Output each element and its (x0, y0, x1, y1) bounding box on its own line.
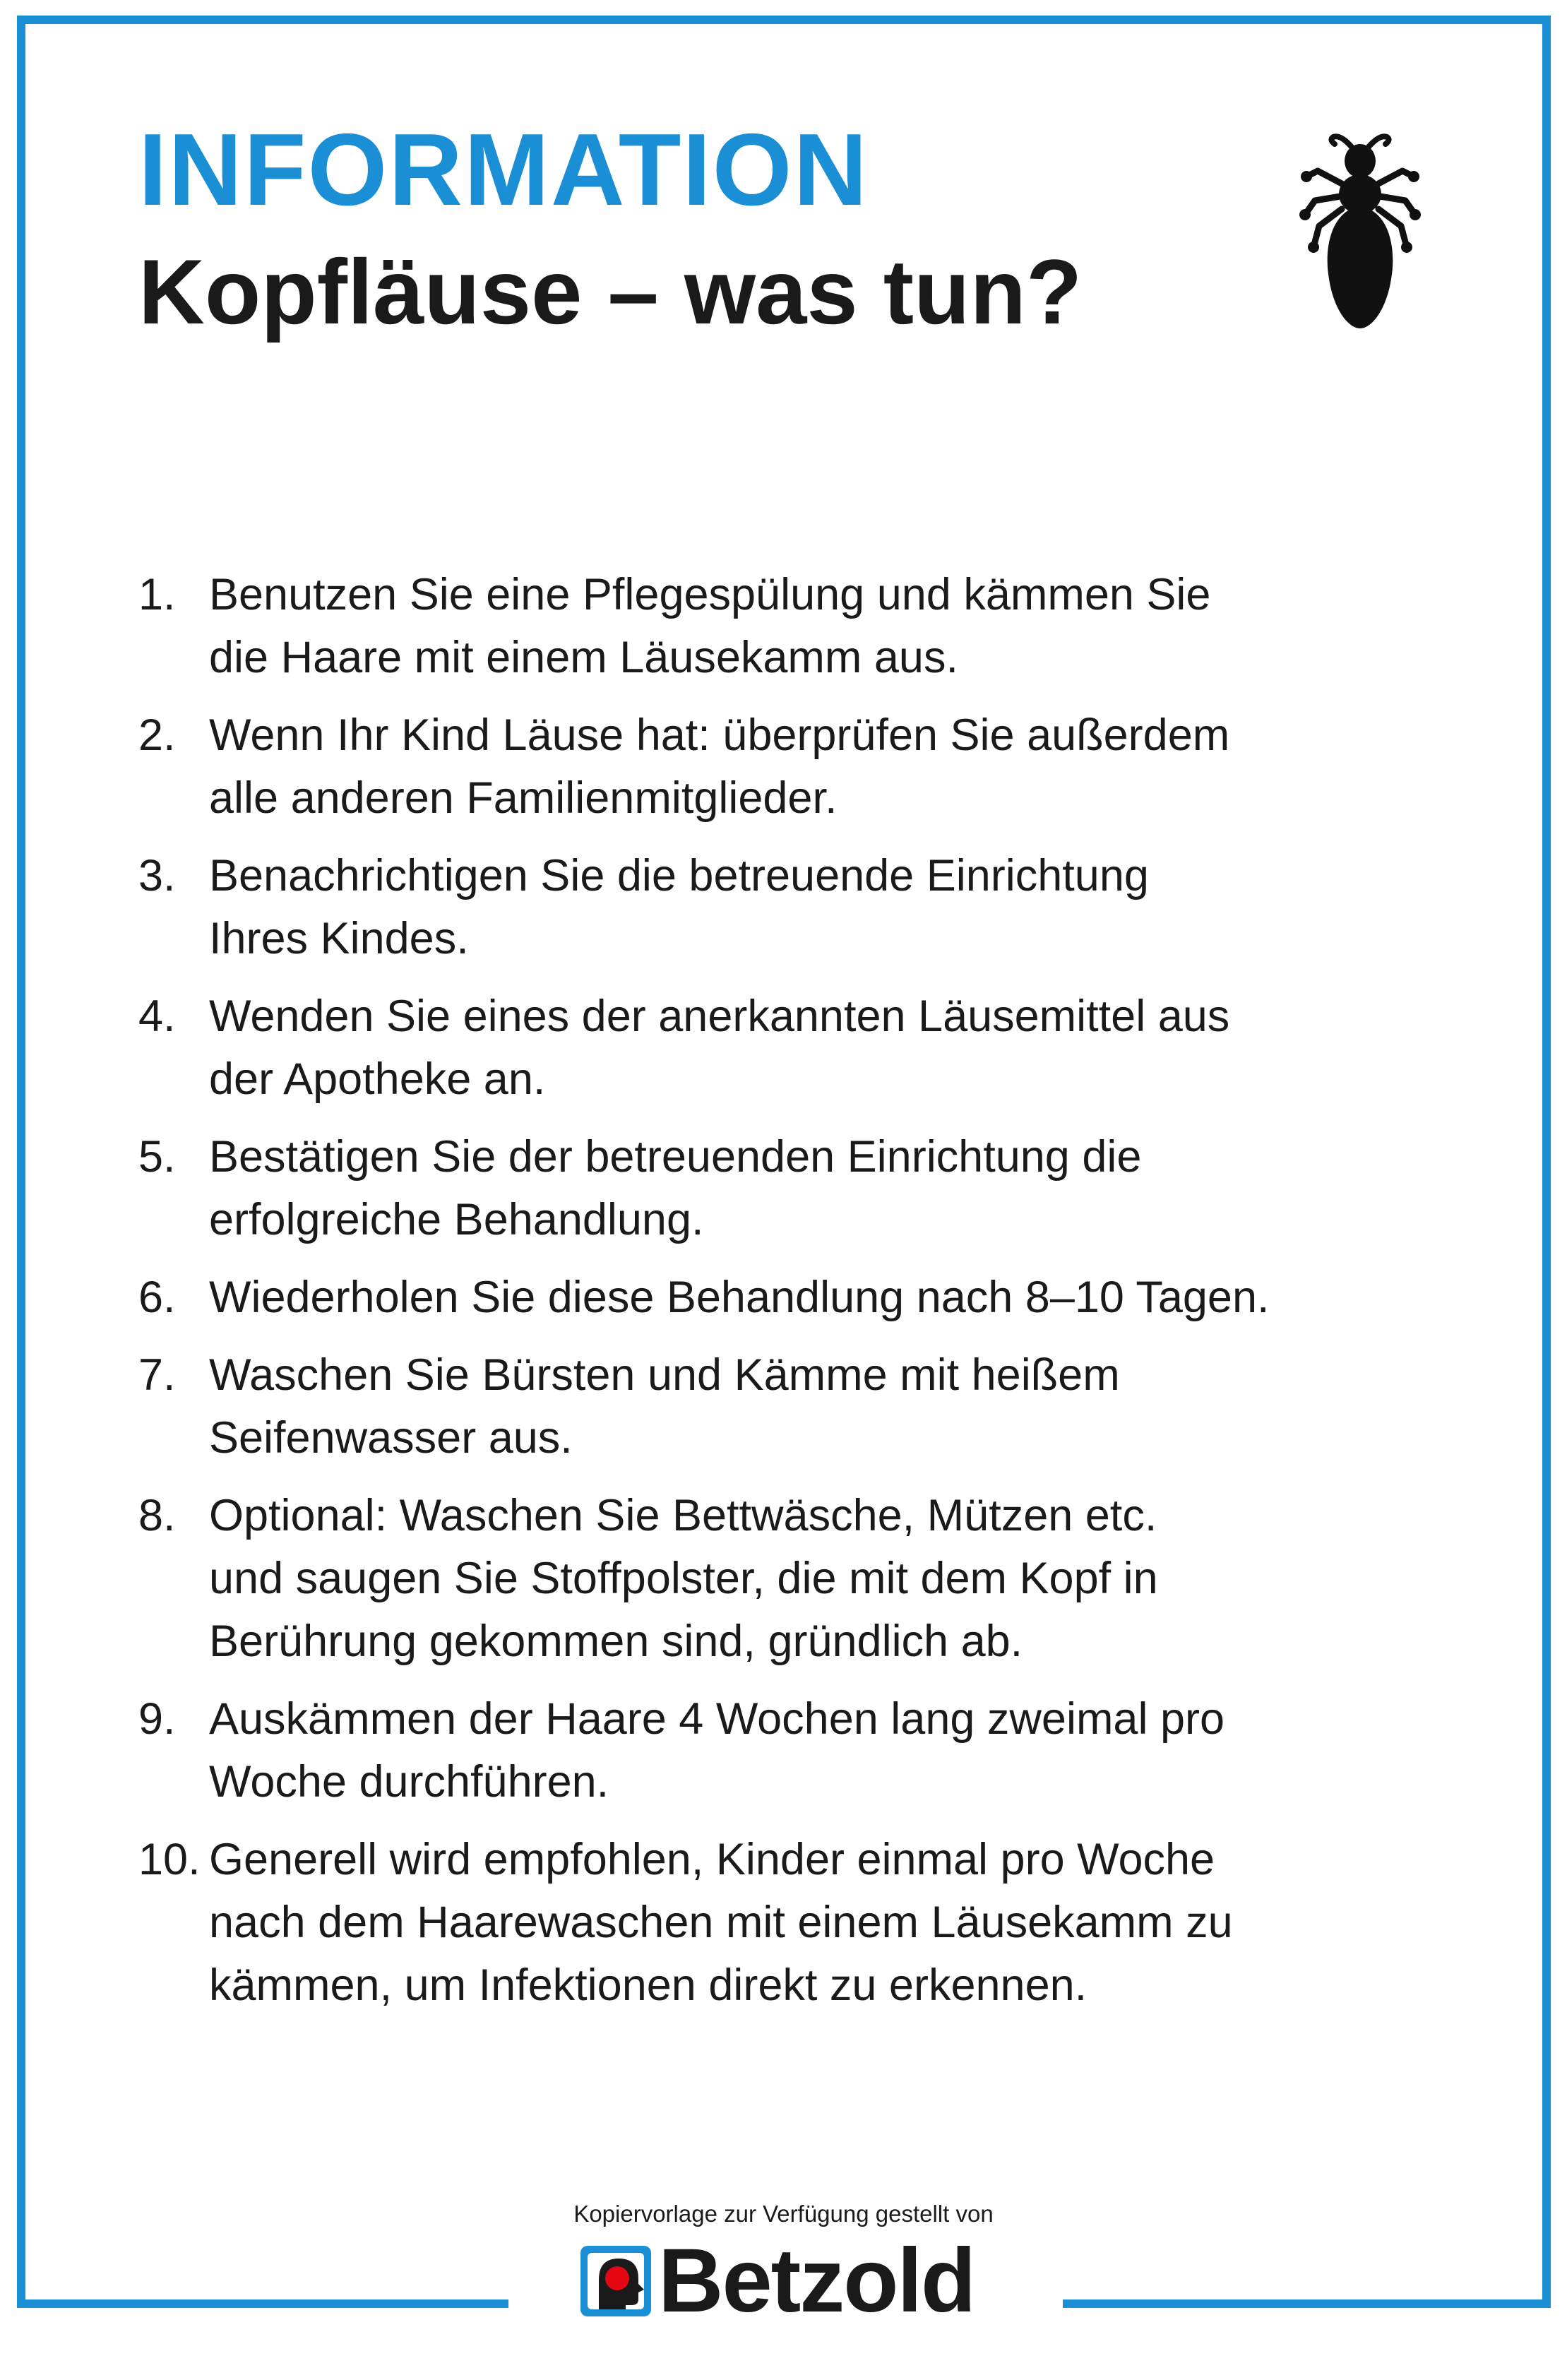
frame-top-border (17, 16, 1551, 24)
list-item (138, 845, 1282, 970)
list-item (138, 1266, 1282, 1329)
step-number: 1. (138, 570, 176, 619)
step-number: 6. (138, 1273, 176, 1322)
step-number: 10. (138, 1835, 201, 1884)
step-text: Wenn Ihr Kind Läuse hat: überprüfen Sie außerdem alle anderen Familienmitglieder. (209, 710, 1230, 823)
section-label: INFORMATION (138, 112, 869, 227)
step-number: 7. (138, 1350, 176, 1400)
frame-bottom-right-border (1063, 2299, 1551, 2308)
frame-right-border (1542, 16, 1551, 2308)
step-number: 9. (138, 1694, 176, 1744)
list-item (138, 704, 1282, 830)
frame-bottom-left-border (17, 2299, 508, 2308)
frame-left-border (17, 16, 25, 2308)
page-title: Kopfläuse – was tun? (138, 240, 1083, 343)
step-text: Wenden Sie eines der anerkannten Läusemittel aus der Apotheke an. (209, 992, 1230, 1104)
step-number: 3. (138, 851, 176, 900)
step-text: Benachrichtigen Sie die betreuende Einrichtung Ihres Kindes. (209, 851, 1149, 963)
list-item (138, 1828, 1282, 2017)
step-number: 5. (138, 1132, 176, 1182)
step-text: Benutzen Sie eine Pflegespülung und kämmen Sie die Haare mit einem Läusekamm aus. (209, 570, 1211, 682)
list-item (138, 985, 1282, 1111)
list-item (138, 1126, 1282, 1251)
instruction-list (138, 564, 1282, 2032)
louse-icon (1297, 127, 1424, 339)
step-text: Wiederholen Sie diese Behandlung nach 8–10 Tagen. (209, 1273, 1270, 1322)
step-text: Bestätigen Sie der betreuenden Einrichtung die erfolgreiche Behandlung. (209, 1132, 1142, 1244)
step-text: Optional: Waschen Sie Bettwäsche, Mützen etc. und saugen Sie Stoffpolster, die mit dem Kopf in Berührung gekommen sind, gründlich ab. (209, 1491, 1158, 1666)
list-item (138, 1484, 1282, 1673)
step-number: 2. (138, 710, 176, 760)
step-text: Auskämmen der Haare 4 Wochen lang zweimal pro Woche durchführen. (209, 1694, 1225, 1807)
betzold-logo (578, 2230, 1001, 2331)
step-number: 4. (138, 992, 176, 1041)
list-item (138, 1344, 1282, 1470)
step-text: Generell wird empfohlen, Kinder einmal pro Woche nach dem Haarewaschen mit einem Läusekamm zu kämmen, um Infektionen direkt zu erkennen. (209, 1835, 1233, 2010)
step-number: 8. (138, 1491, 176, 1540)
footer-caption: Kopiervorlage zur Verfügung gestellt von (573, 2201, 994, 2227)
betzold-logo-icon (578, 2243, 654, 2319)
list-item (138, 564, 1282, 689)
brand-name: Betzold (658, 2230, 975, 2331)
step-text: Waschen Sie Bürsten und Kämme mit heißem Seifenwasser aus. (209, 1350, 1120, 1463)
list-item (138, 1688, 1282, 1814)
